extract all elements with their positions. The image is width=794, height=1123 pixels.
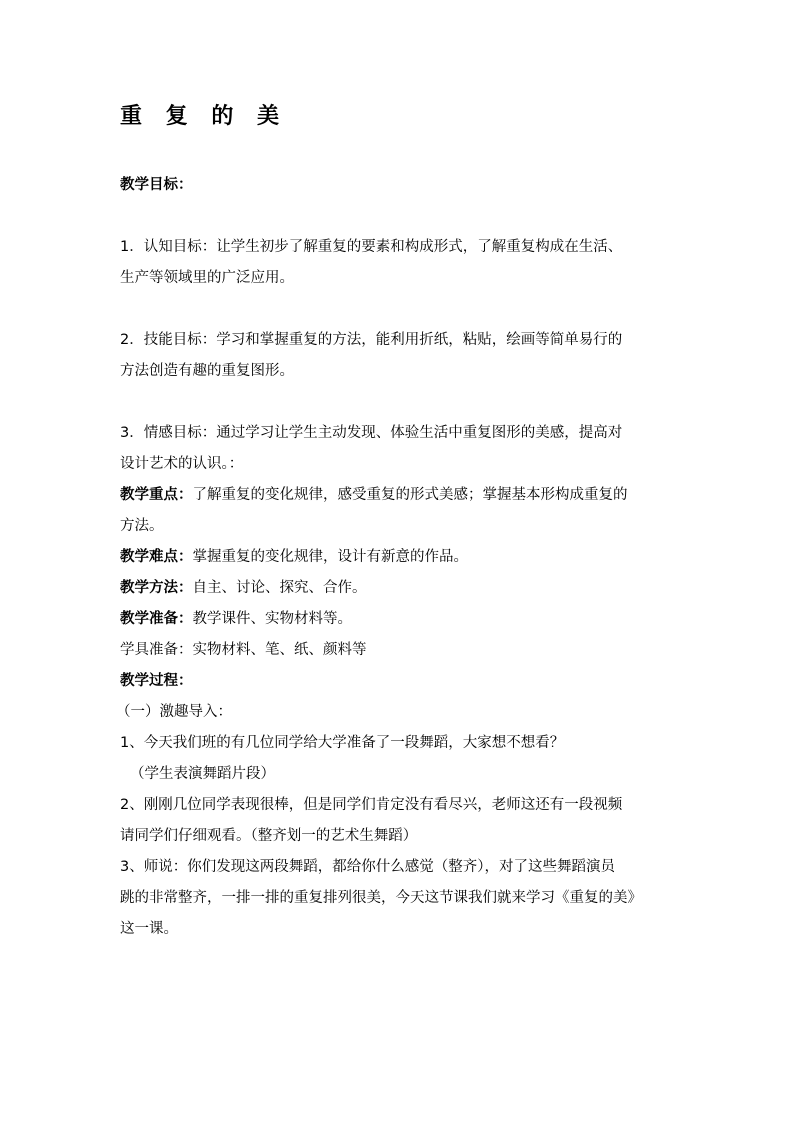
objective-3-line-1: 3．情感目标：通过学习让学生主动发现、体验生活中重复图形的美感，提高对 [120, 425, 623, 441]
step-3-line-2: 跳的非常整齐，一排一排的重复排列很美，今天这节课我们就来学习《重复的美》 [120, 890, 642, 906]
page-title: 重 复 的 美 [120, 104, 287, 129]
key-points-label: 教学重点： [120, 487, 193, 503]
key-points-line-1 [120, 480, 680, 511]
preparation-label: 教学准备： [120, 611, 193, 627]
methods-text: 自主、讨论、探究、合作。 [192, 580, 367, 596]
difficulty-line [120, 542, 680, 573]
difficulty-label: 教学难点： [120, 549, 193, 565]
objective-3-line-2: 设计艺术的认识。： [120, 456, 244, 472]
step-2-line-1: 2、刚刚几位同学表现很棒，但是同学们肯定没有看尽兴，老师这还有一段视频 [120, 797, 623, 813]
step-3-line-1: 3、师说：你们发现这两段舞蹈，都给你什么感觉（整齐），对了这些舞蹈演员 [120, 859, 615, 875]
methods-line [120, 573, 680, 604]
objective-1-line-2: 生产等领域里的广泛应用。 [120, 270, 294, 286]
preparation-text: 教学课件、实物材料等。 [192, 611, 352, 627]
step-1-line-1: 1、今天我们班的有几位同学给大学准备了一段舞蹈，大家想不想看？ [120, 735, 565, 751]
methods-label: 教学方法： [120, 580, 193, 596]
process-heading: 教学过程： [120, 673, 193, 689]
key-points-line-2: 方法。 [120, 518, 164, 534]
objective-1-line-1: 1．认知目标：让学生初步了解重复的要素和构成形式，了解重复构成在生活、 [120, 239, 623, 255]
step-1-line-2: （学生表演舞蹈片段） [130, 766, 275, 782]
objective-2-line-1: 2．技能目标：学习和掌握重复的方法，能利用折纸，粘贴，绘画等简单易行的 [120, 332, 623, 348]
preparation-line [120, 604, 680, 635]
step-2-line-2: 请同学们仔细观看。（整齐划一的艺术生舞蹈） [120, 828, 418, 844]
section-1-heading: （一）激趣导入： [116, 704, 232, 720]
step-3-line-3: 这一课。 [120, 921, 178, 937]
objectives-heading: 教学目标： [120, 177, 193, 193]
objective-2-line-2: 方法创造有趣的重复图形。 [120, 363, 294, 379]
key-points-text: 了解重复的变化规律，感受重复的形式美感；掌握基本形构成重复的 [192, 487, 628, 503]
difficulty-text: 掌握重复的变化规律，设计有新意的作品。 [192, 549, 468, 565]
student-preparation-line: 学具准备：实物材料、笔、纸、颜料等 [120, 642, 367, 658]
